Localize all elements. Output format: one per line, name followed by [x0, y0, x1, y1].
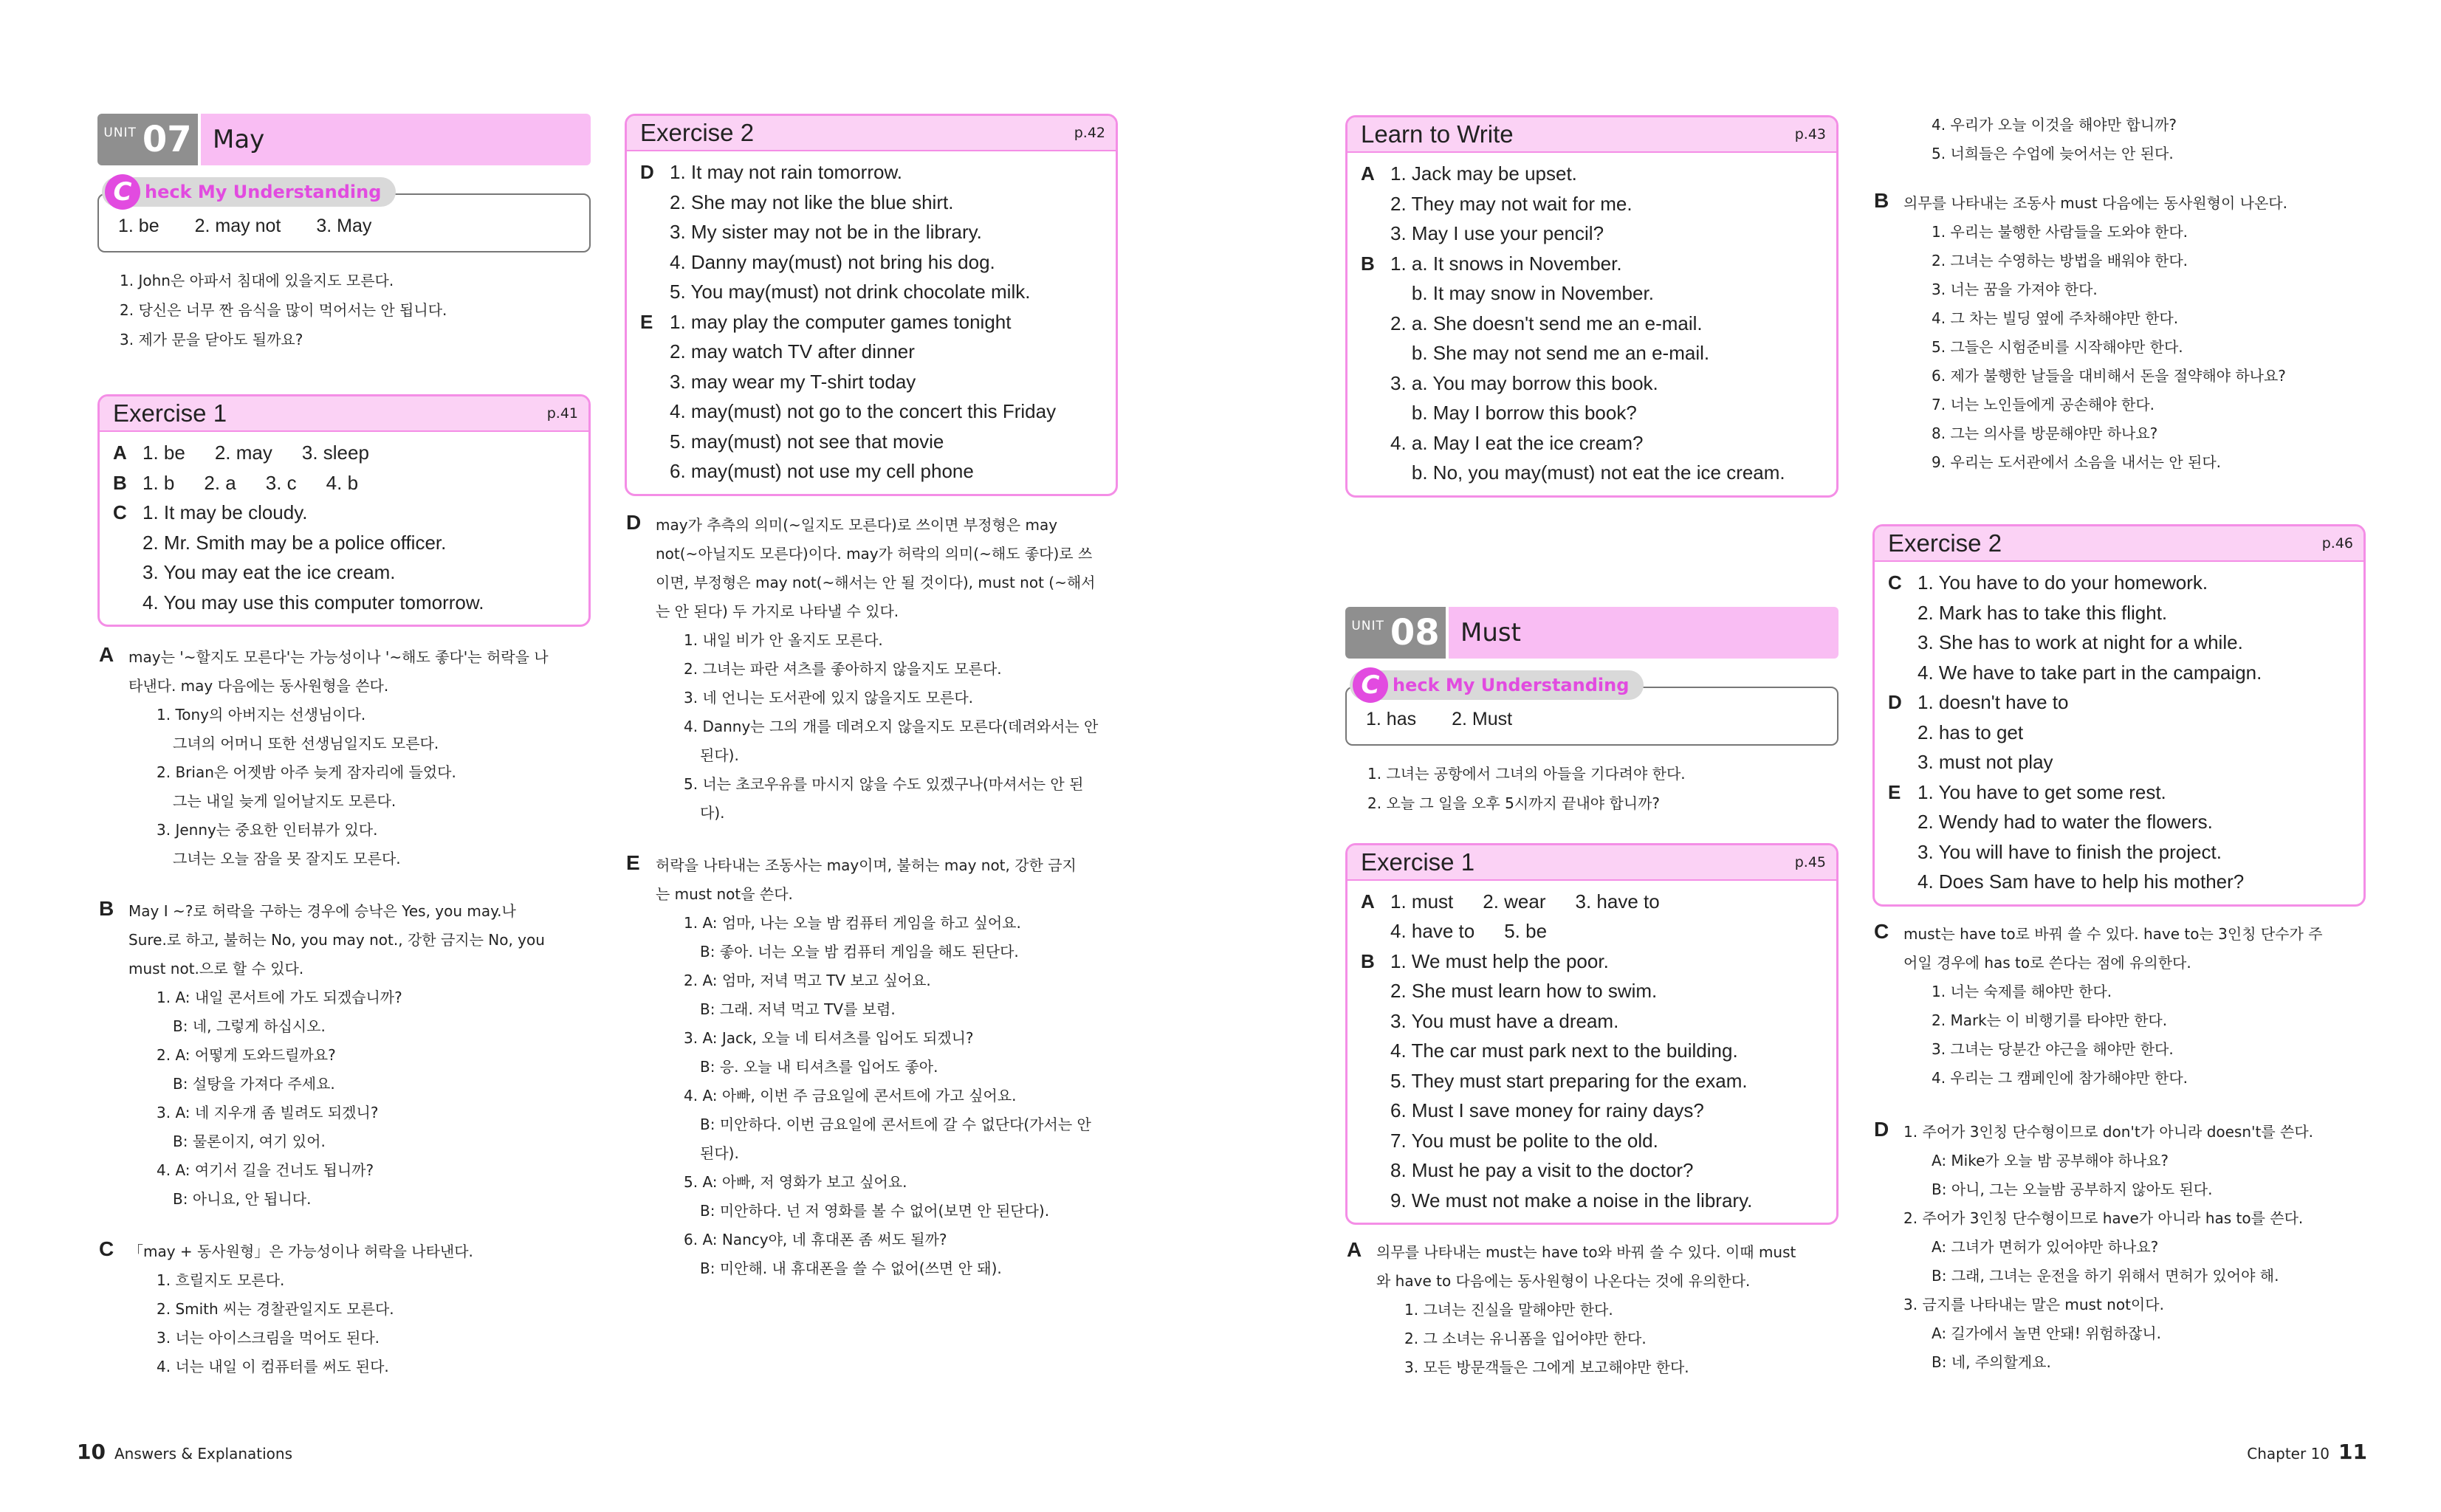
- page-ref: p.43: [1794, 126, 1826, 142]
- answer-row: 4. You may use this computer tomorrow.: [143, 591, 484, 614]
- answer-row: 2. They may not wait for me.: [1390, 192, 1633, 215]
- answer-row: B 1. We must help the poor.: [1361, 949, 1609, 972]
- answer-row: 5. You may(must) not drink chocolate milk.: [670, 281, 1031, 303]
- exercise-2-box: [625, 114, 1118, 496]
- answer-row: b. May I borrow this book?: [1390, 402, 1637, 424]
- explanation-c: C 「may + 동사원형」은 가능성이나 허락을 나타낸다. 1. 흐릴지도 모른다. 2. Smith 씨는 경찰관일지도 모른다. 3. 너는 아이스크림을 먹어도 된다. 4. 너는 내일 이 컴퓨터를 써도 된다.: [99, 1237, 473, 1375]
- unit-08-header: [1345, 607, 1839, 659]
- check-answer: 1. has: [1366, 708, 1417, 729]
- page-number: 11: [2338, 1440, 2367, 1464]
- answer-row: b. It may snow in November.: [1390, 282, 1654, 304]
- exercise-1-box-unit08: [1345, 843, 1839, 1226]
- answer-row: b. No, you may(must) not eat the ice cream.: [1390, 461, 1785, 484]
- right-column-1: [1345, 103, 1839, 1382]
- check-answer: 3. May: [316, 216, 372, 236]
- answer-row: 4. The car must park next to the building.: [1390, 1040, 1738, 1062]
- answer-row: 4. Does Sam have to help his mother?: [1918, 870, 2245, 893]
- answer-row: 2. She may not like the blue shirt.: [670, 190, 954, 213]
- answer-row: 3. a. You may borrow this book.: [1390, 371, 1658, 394]
- answer-row: B 1. b 2. a 3. c 4. b: [113, 471, 359, 494]
- page-ref: p.42: [1074, 125, 1105, 141]
- check-understanding-07: [97, 177, 591, 252]
- unit-number: 07: [142, 119, 192, 160]
- check-c-icon: C: [105, 174, 140, 210]
- answer-row: E 1. You have to get some rest.: [1888, 780, 2166, 803]
- check-c-icon: C: [1353, 667, 1388, 703]
- exercise-title: Exercise 2: [1888, 529, 2002, 557]
- answer-row: 3. My sister may not be in the library.: [670, 221, 982, 243]
- exercise-title: Exercise 1: [1361, 848, 1475, 876]
- check-understanding-08: [1345, 670, 1839, 746]
- explanation-b-unit08: B 의무를 나타내는 조동사 must 다음에는 동사원형이 나온다. 1. 우리는 불행한 사람들을 도와야 한다. 2. 그녀는 수영하는 방법을 배워야 한다. 3. 너는 꿈을 가져야 한다. 4. 그 차는 빌딩 옆에 주차해야만 한다. 5. 그들은 시험준비를 시작해야만 한다. 6. 제가 불행한 날들을 대비해서 돈을 절약해야 하나요? 7. 너는 노인들에게 공손해야 한다. 8. 그는 의사를 방문해야만 하나요? 9. 우리는 도서관에서 소음을 내서는 안 된다.: [1874, 189, 2287, 471]
- check-answer: 2. Must: [1452, 708, 1513, 729]
- exercise-title: Learn to Write: [1361, 120, 1514, 148]
- unit-title: Must: [1449, 607, 1839, 659]
- answer-row: 5. may(must) not see that movie: [670, 430, 944, 453]
- answer-row: 3. May I use your pencil?: [1390, 222, 1604, 244]
- answer-row: 3. You may eat the ice cream.: [143, 561, 396, 583]
- check-answer: 1. be: [118, 216, 159, 236]
- page-ref: p.45: [1794, 853, 1826, 870]
- check-notes: 1. John은 아파서 침대에 있을지도 모른다. 2. 당신은 너무 짠 음식을 많이 먹어서는 안 됩니다. 3. 제가 문을 닫아도 될까요?: [120, 272, 447, 348]
- answer-row: 3. You will have to finish the project.: [1918, 840, 2222, 863]
- check-label: heck My Understanding: [145, 182, 382, 202]
- unit-word: UNIT: [103, 126, 137, 140]
- answer-row: 2. a. She doesn't send me an e-mail.: [1390, 312, 1703, 334]
- exercise-1-box: [97, 394, 591, 627]
- page-ref: p.46: [2321, 535, 2353, 551]
- right-footer: [2247, 1440, 2367, 1464]
- page-ref: p.41: [546, 405, 578, 422]
- exercise-title: Exercise 1: [113, 399, 227, 427]
- explanation-e: E 허락을 나타내는 조동사는 may이며, 불허는 may not, 강한 금지 는 must not을 쓴다. 1. A: 엄마, 나는 오늘 밤 컴퓨터 게임을 하고 싶어요. B: 좋아. 너는 오늘 밤 컴퓨터 게임을 해도 된단다. 2. A: 엄마, 저녁 먹고 TV 보고 싶어요. B: 그래. 저녁 먹고 TV를 보렴. 3. A: Jack, 오늘 네 티셔츠를 입어도 되겠니? B: 응. 오늘 내 티셔츠를 입어도 좋아. 4. A: 아빠, 이번 주 금요일에 콘서트에 가고 싶어요. B: 미안하다. 이번 금요일에 콘서트에 갈 수 없단다(가서는 안 된다). 5. A: 아빠, 저 영화가 보고 싶어요. B: 미안하다. 넌 저 영화를 볼 수 없어(보면 안 된단다). 6. A: Nancy야, 네 휴대폰 좀 써도 될까? B: 미안해. 내 휴대폰을 쓸 수 없어(쓰면 안 돼).: [626, 850, 1091, 1277]
- left-footer: [77, 1440, 292, 1464]
- answer-row: 4. Danny may(must) not bring his dog.: [670, 250, 995, 273]
- answer-row: C 1. You have to do your homework.: [1888, 571, 2208, 594]
- answer-row: 4. may(must) not go to the concert this Friday: [670, 400, 1057, 422]
- check-answer: 2. may not: [194, 216, 281, 236]
- check-label: heck My Understanding: [1393, 674, 1630, 695]
- unit-title: May: [201, 114, 591, 165]
- exercise-2-box-unit08: [1872, 524, 2366, 907]
- answer-row: 4. We have to take part in the campaign.: [1918, 661, 2262, 684]
- right-column-2: [1872, 103, 2366, 1377]
- answer-row: D 1. It may not rain tomorrow.: [640, 161, 903, 183]
- explanation-a-continued: 4. 우리가 오늘 이것을 해야만 합니까? 5. 너희들은 수업에 늦어서는 안 된다.: [1932, 116, 2177, 162]
- answer-row: 2. Mark has to take this flight.: [1918, 601, 2168, 624]
- answer-row: 3. must not play: [1918, 751, 2053, 773]
- answer-row: D 1. doesn't have to: [1888, 691, 2069, 713]
- check-notes: 1. 그녀는 공항에서 그녀의 아들을 기다려야 한다. 2. 오늘 그 일을 오후 5시까지 끝내야 합니까?: [1367, 764, 1686, 812]
- unit-07-header: [97, 114, 591, 165]
- answer-row: 2. has to get: [1918, 721, 2024, 743]
- left-column-2: [625, 114, 1118, 1283]
- answer-row: A 1. Jack may be upset.: [1361, 162, 1577, 185]
- answer-row: 8. Must he pay a visit to the doctor?: [1390, 1159, 1694, 1181]
- answer-row: 2. Wendy had to water the flowers.: [1918, 811, 2213, 833]
- answer-row: 3. She has to work at night for a while.: [1918, 631, 2243, 653]
- left-column-1: [97, 114, 591, 1381]
- explanation-c-unit08: C must는 have to로 바꿔 쓸 수 있다. have to는 3인칭 단수가 주 어일 경우에 has to로 쓴다는 점에 유의한다. 1. 너는 숙제를 해야만 한다. 2. Mark는 이 비행기를 타야만 한다. 3. 그녀는 당분간 야근을 해야만 한다. 4. 우리는 그 캠페인에 참가해야만 한다.: [1874, 919, 2323, 1087]
- answer-row: 2. may watch TV after dinner: [670, 340, 915, 362]
- explanation-d: D may가 추측의 의미(~일지도 모른다)로 쓰이면 부정형은 may not(~아닐지도 모른다)이다. may가 허락의 의미(~해도 좋다)로 쓰 이면, 부정형은 may not(~해서는 안 될 것이다), must not (~해서 는 안 된다) 두 가지로 나타낼 수 있다. 1. 내일 비가 안 올지도 모른다. 2. 그녀는 파란 셔츠를 좋아하지 않을지도 모른다. 3. 네 언니는 도서관에 있지 않을지도 모른다. 4. Danny는 그의 개를 데려오지 않을지도 모른다(데려와서는 안 된다). 5. 너는 초코우유를 마시지 않을 수도 있겠구나(마셔서는 안 된 다).: [626, 510, 1099, 822]
- answer-row: 2. Mr. Smith may be a police officer.: [143, 531, 447, 554]
- answer-row: 3. You must have a dream.: [1390, 1009, 1619, 1032]
- page-number: 10: [77, 1440, 106, 1464]
- answer-row: B 1. a. It snows in November.: [1361, 252, 1622, 275]
- answer-row: 2. She must learn how to swim.: [1390, 980, 1658, 1002]
- answer-row: 5. They must start preparing for the exam.: [1390, 1069, 1748, 1092]
- answer-row: b. She may not send me an e-mail.: [1390, 342, 1710, 364]
- unit-word: UNIT: [1351, 618, 1384, 633]
- answer-row: 3. may wear my T-shirt today: [670, 370, 916, 393]
- answer-row: 7. You must be polite to the old.: [1390, 1129, 1658, 1152]
- answer-row: A 1. must 2. wear 3. have to: [1361, 890, 1660, 913]
- explanation-d-unit08: D 1. 주어가 3인칭 단수형이므로 don't가 아니라 doesn't를 쓴다. A: Mike가 오늘 밤 공부해야 하나요? B: 아니, 그는 오늘밤 공부하지 않아도 된다. 2. 주어가 3인칭 단수형이므로 have가 아니라 has to를 쓴다. A: 그녀가 면허가 있어야만 하나요? B: 그래, 그녀는 운전을 하기 위해서 면허가 있어야 해. 3. 금지를 나타내는 말은 must not이다. A: 길가에서 놀면 안돼! 위험하잖니. B: 네, 주의할게요.: [1874, 1117, 2314, 1371]
- answer-row: 4. have to 5. be: [1390, 920, 1548, 942]
- explanation-a-unit08: A 의무를 나타내는 must는 have to와 바꿔 쓸 수 있다. 이때 must 와 have to 다음에는 동사원형이 나온다는 것에 유의한다. 1. 그녀는 진실을 말해야만 한다. 2. 그 소녀는 유니폼을 입어야만 한다. 3. 모든 방문객들은 그에게 보고해야만 한다.: [1347, 1238, 1796, 1376]
- footer-text: Chapter 10: [2247, 1445, 2330, 1463]
- answer-row: C 1. It may be cloudy.: [113, 501, 308, 523]
- answer-row: A 1. be 2. may 3. sleep: [113, 441, 369, 464]
- unit-number: 08: [1390, 611, 1440, 653]
- explanation-b: B May I ~?로 허락을 구하는 경우에 승낙은 Yes, you may.나 Sure.로 하고, 불허는 No, you may not., 강한 금지는 No, you must not.으로 할 수 있다. 1. A: 내일 콘서트에 가도 되겠습니까? B: 네, 그렇게 하십시오. 2. A: 어떻게 도와드릴까요? B: 설탕을 가져다 주세요. 3. A: 네 지우개 좀 빌려도 되겠니? B: 물론이지, 여기 있어. 4. A: 여기서 길을 건너도 됩니까? B: 아니요, 안 됩니다.: [99, 897, 545, 1208]
- footer-text: Answers & Explanations: [114, 1445, 293, 1463]
- answer-row: 6. Must I save money for rainy days?: [1390, 1099, 1704, 1121]
- explanation-a: A may는 '~할지도 모른다'는 가능성이나 '~해도 좋다'는 허락을 나 타낸다. may 다음에는 동사원형을 쓴다. 1. Tony의 아버지는 선생님이다. 그녀의 어머니 또한 선생님일지도 모른다. 2. Brian은 어젯밤 아주 늦게 잠자리에 들었다. 그는 내일 늦게 일어날지도 모른다. 3. Jenny는 중요한 인터뷰가 있다. 그녀는 오늘 잠을 못 잘지도 모른다.: [99, 643, 549, 867]
- answer-row: 6. may(must) not use my cell phone: [670, 460, 974, 482]
- answer-row: E 1. may play the computer games tonight: [640, 310, 1012, 333]
- exercise-title: Exercise 2: [640, 119, 755, 146]
- answer-row: 4. a. May I eat the ice cream?: [1390, 431, 1644, 454]
- learn-to-write-box: [1345, 115, 1839, 498]
- answer-row: 9. We must not make a noise in the library.: [1390, 1189, 1753, 1212]
